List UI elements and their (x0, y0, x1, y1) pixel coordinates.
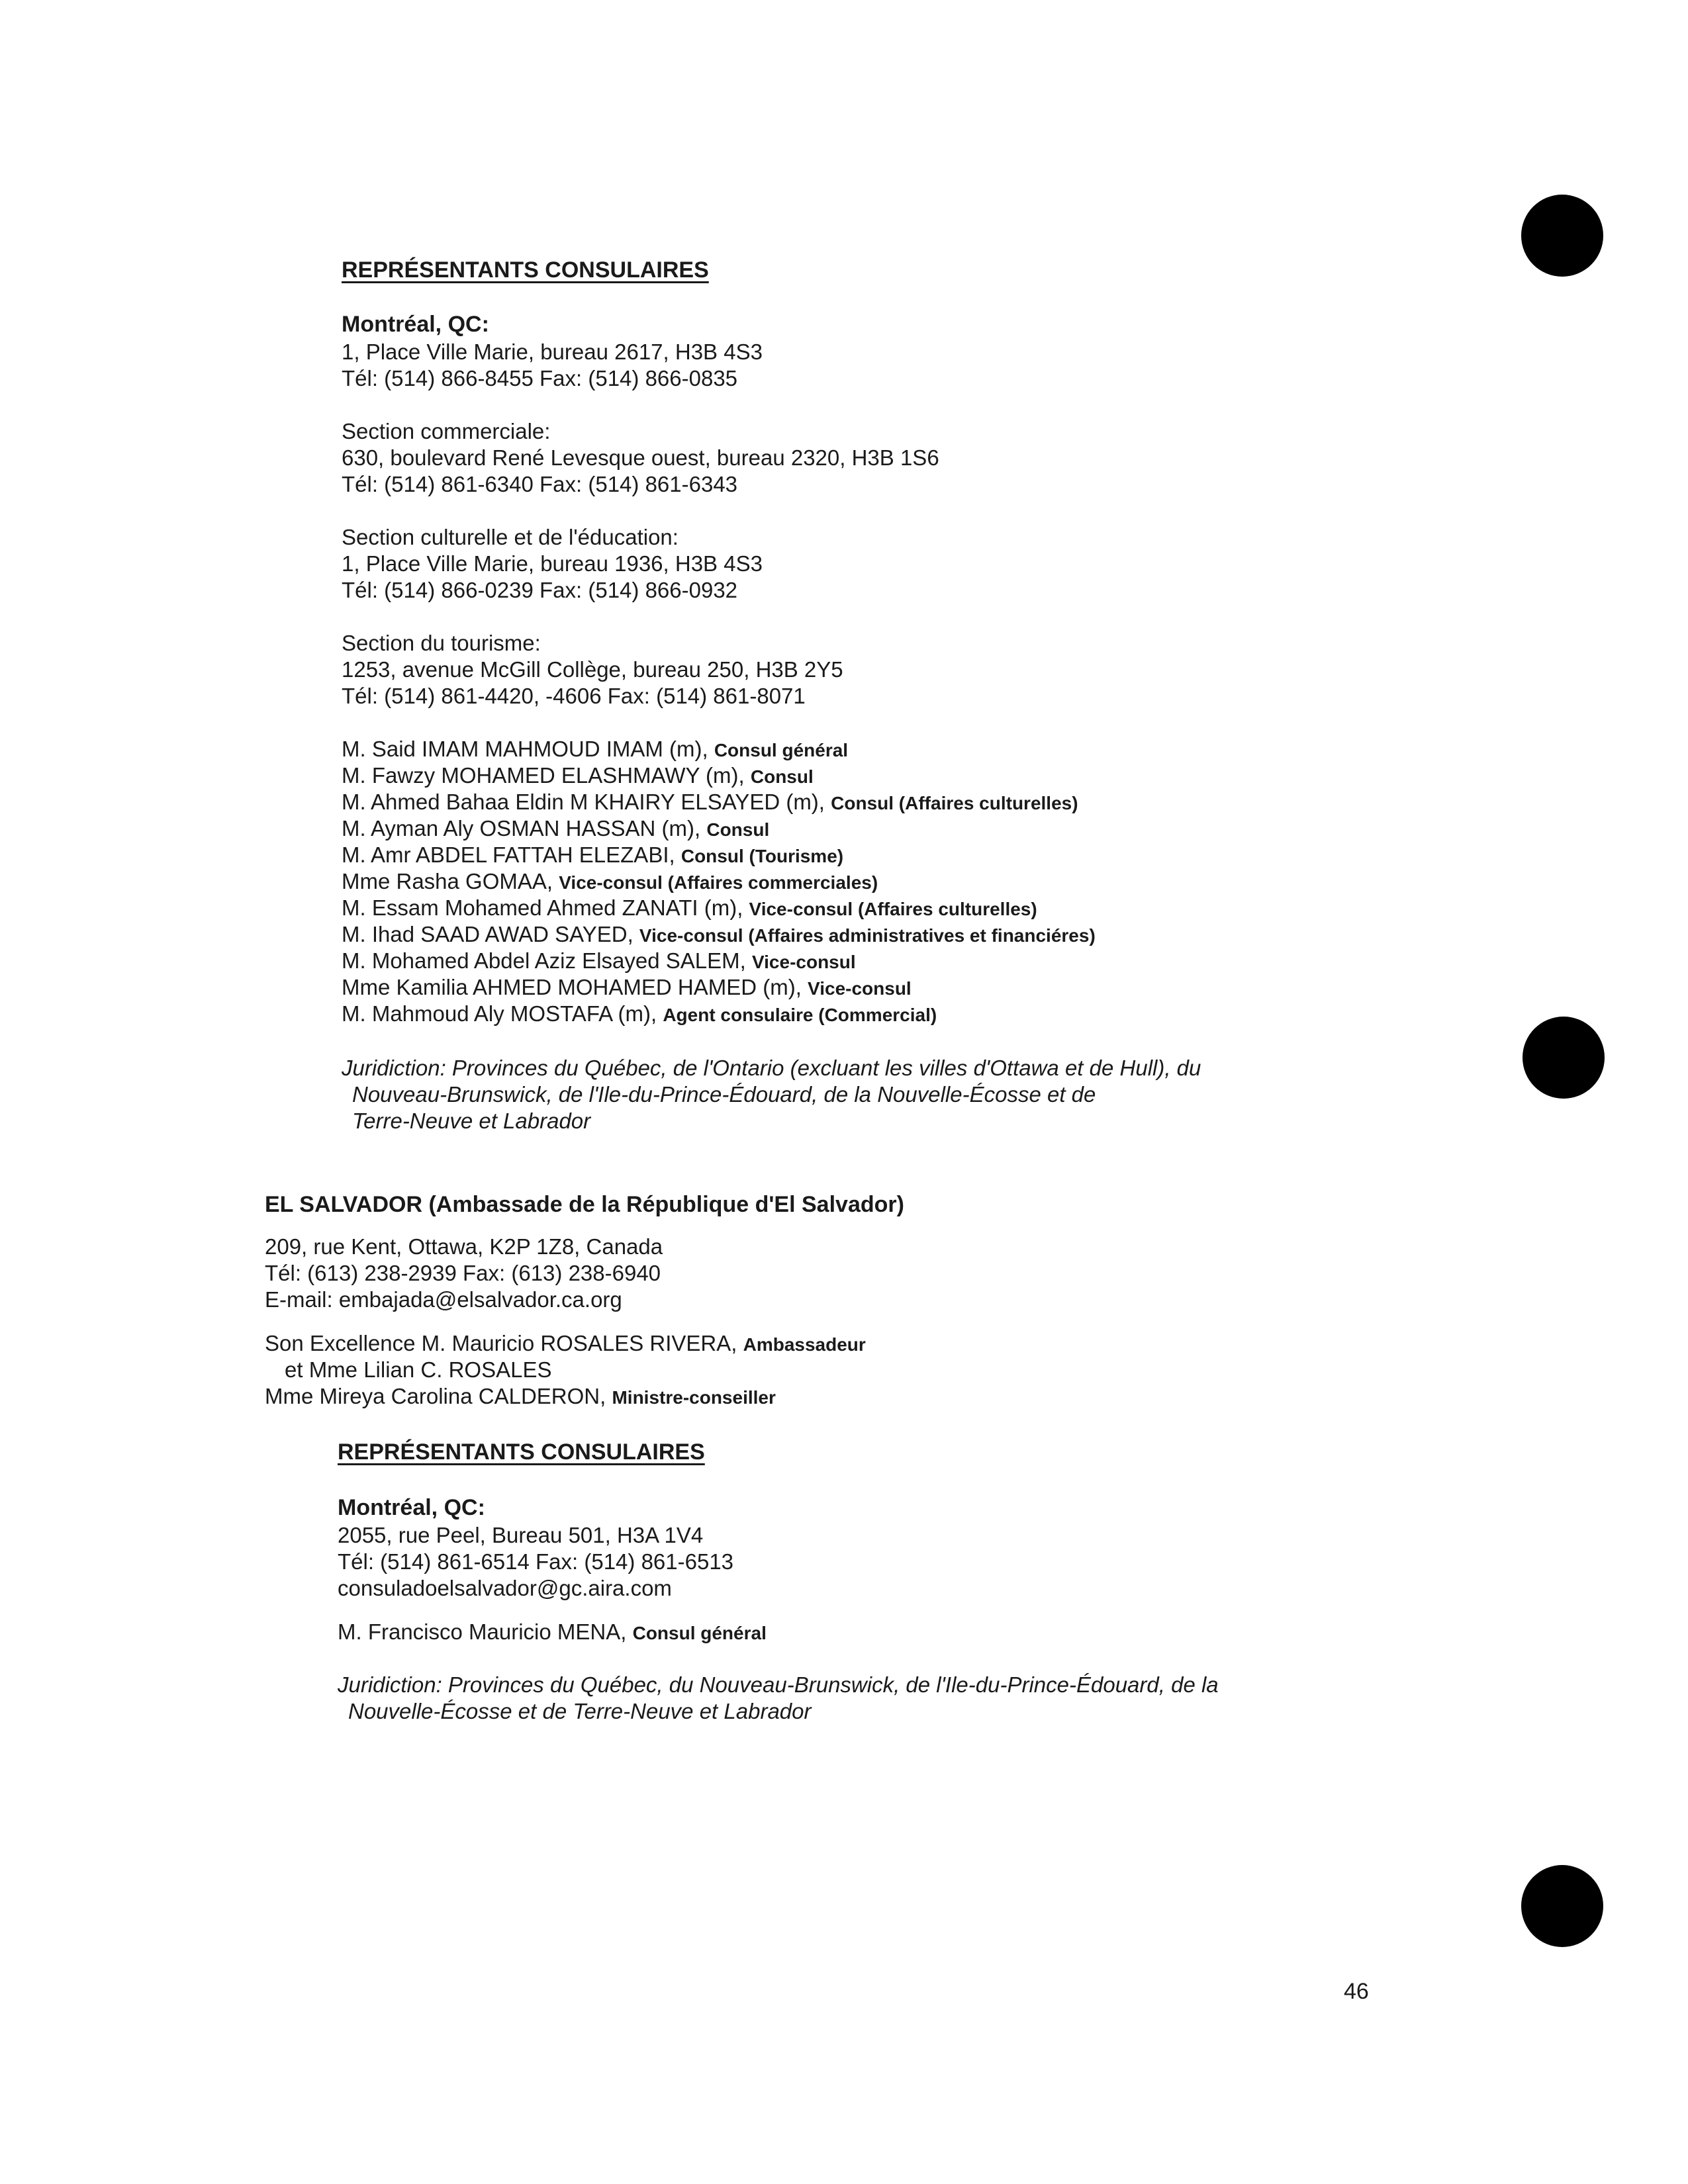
consul-name: M. Francisco Mauricio MENA, (338, 1619, 633, 1644)
jurisdiction-line: Nouvelle-Écosse et de Terre-Neuve et Labrador (348, 1699, 812, 1723)
staff-role: Vice-consul (808, 978, 912, 999)
minister-entry (265, 1383, 776, 1411)
page-number: 46 (1344, 1979, 1369, 2004)
staff-name: M. Said IMAM MAHMOUD IMAM (m), (342, 737, 714, 761)
staff-entry (342, 974, 912, 1002)
embassy-phone: Tél: (613) 238-2939 Fax: (613) 238-6940 (265, 1261, 661, 1285)
cultural-section-phone: Tél: (514) 866-0239 Fax: (514) 866-0932 (342, 578, 738, 602)
staff-entry (342, 815, 769, 843)
consulate-email: consuladoelsalvador@gc.aira.com (338, 1576, 672, 1600)
staff-name: M. Ahmed Bahaa Eldin M KHAIRY ELSAYED (m), (342, 790, 831, 814)
staff-name: M. Mohamed Abdel Aziz Elsayed SALEM, (342, 948, 752, 973)
staff-role: Consul (Tourisme) (680, 846, 844, 866)
staff-role: Vice-consul (Affaires administratives et financiéres) (639, 925, 1096, 946)
staff-entry (342, 762, 814, 790)
jurisdiction-line: Nouveau-Brunswick, de l'Ile-du-Prince-Édouard, de la Nouvelle-Écosse et de (352, 1082, 1096, 1107)
staff-name: M. Fawzy MOHAMED ELASHMAWY (m), (342, 763, 751, 788)
jurisdiction-line: Juridiction: Provinces du Québec, du Nouveau-Brunswick, de l'Ile-du-Prince-Édouard, de la (338, 1672, 1219, 1697)
jurisdiction-line: Juridiction: Provinces du Québec, de l'Ontario (excluant les villes d'Ottawa et de Hull), du (342, 1056, 1201, 1080)
staff-role: Agent consulaire (Commercial) (663, 1005, 937, 1025)
staff-name: M. Ayman Aly OSMAN HASSAN (m), (342, 816, 707, 841)
country-title: EL SALVADOR (Ambassade de la République d'El Salvador) (265, 1192, 904, 1217)
commercial-section-address: 630, boulevard René Levesque ouest, bureau 2320, H3B 1S6 (342, 445, 939, 470)
consular-heading: REPRÉSENTANTS CONSULAIRES (342, 257, 709, 283)
embassy-address: 209, rue Kent, Ottawa, K2P 1Z8, Canada (265, 1234, 663, 1259)
consulate-city: Montréal, QC: (338, 1495, 485, 1520)
staff-role: Vice-consul (Affaires commerciales) (559, 872, 878, 893)
tourism-section-title: Section du tourisme: (342, 631, 541, 655)
commercial-section-title: Section commerciale: (342, 419, 551, 443)
consul-entry (338, 1619, 767, 1647)
ambassador-spouse: et Mme Lilian C. ROSALES (285, 1357, 552, 1382)
consulate-address: 2055, rue Peel, Bureau 501, H3A 1V4 (338, 1523, 704, 1547)
consulate-phone: Tél: (514) 866-8455 Fax: (514) 866-0835 (342, 366, 738, 390)
staff-entry (342, 1001, 937, 1028)
tourism-section-address: 1253, avenue McGill Collège, bureau 250, H3B 2Y5 (342, 657, 843, 682)
staff-entry (342, 895, 1037, 923)
consulate-address: 1, Place Ville Marie, bureau 2617, H3B 4S3 (342, 340, 763, 364)
consular-heading: REPRÉSENTANTS CONSULAIRES (338, 1439, 705, 1465)
staff-role: Consul (Affaires culturelles) (831, 793, 1078, 813)
staff-role: Vice-consul (Affaires culturelles) (749, 899, 1037, 919)
jurisdiction-line: Terre-Neuve et Labrador (352, 1109, 591, 1133)
consul-role: Consul général (632, 1623, 767, 1643)
consulate-city: Montréal, QC: (342, 312, 489, 337)
cultural-section-address: 1, Place Ville Marie, bureau 1936, H3B 4S3 (342, 551, 763, 576)
staff-name: M. Ihad SAAD AWAD SAYED, (342, 922, 639, 946)
staff-entry (342, 868, 878, 896)
embassy-email: E-mail: embajada@elsalvador.ca.org (265, 1287, 622, 1312)
staff-entry (342, 736, 848, 764)
staff-entry (342, 948, 856, 976)
staff-entry (342, 921, 1096, 949)
ambassador-name: Son Excellence M. Mauricio ROSALES RIVERA, (265, 1331, 743, 1355)
staff-role: Consul (706, 819, 770, 840)
ambassador-role: Ambassadeur (743, 1334, 866, 1355)
punch-hole-middle (1523, 1017, 1605, 1099)
commercial-section-phone: Tél: (514) 861-6340 Fax: (514) 861-6343 (342, 472, 738, 496)
minister-name: Mme Mireya Carolina CALDERON, (265, 1384, 612, 1408)
staff-name: M. Mahmoud Aly MOSTAFA (m), (342, 1001, 663, 1026)
staff-name: Mme Rasha GOMAA, (342, 869, 559, 893)
cultural-section-title: Section culturelle et de l'éducation: (342, 525, 679, 549)
punch-hole-top (1521, 195, 1603, 277)
consulate-phone: Tél: (514) 861-6514 Fax: (514) 861-6513 (338, 1549, 734, 1574)
staff-role: Consul général (714, 740, 849, 760)
staff-entry (342, 842, 843, 870)
staff-name: Mme Kamilia AHMED MOHAMED HAMED (m), (342, 975, 808, 999)
minister-role: Ministre-conseiller (612, 1387, 776, 1408)
staff-entry (342, 789, 1078, 817)
staff-role: Consul (750, 766, 814, 787)
staff-name: M. Amr ABDEL FATTAH ELEZABI, (342, 842, 681, 867)
staff-name: M. Essam Mohamed Ahmed ZANATI (m), (342, 895, 749, 920)
ambassador-entry (265, 1330, 866, 1358)
tourism-section-phone: Tél: (514) 861-4420, -4606 Fax: (514) 861-8071 (342, 684, 806, 708)
punch-hole-bottom (1521, 1865, 1603, 1947)
staff-role: Vice-consul (751, 952, 856, 972)
